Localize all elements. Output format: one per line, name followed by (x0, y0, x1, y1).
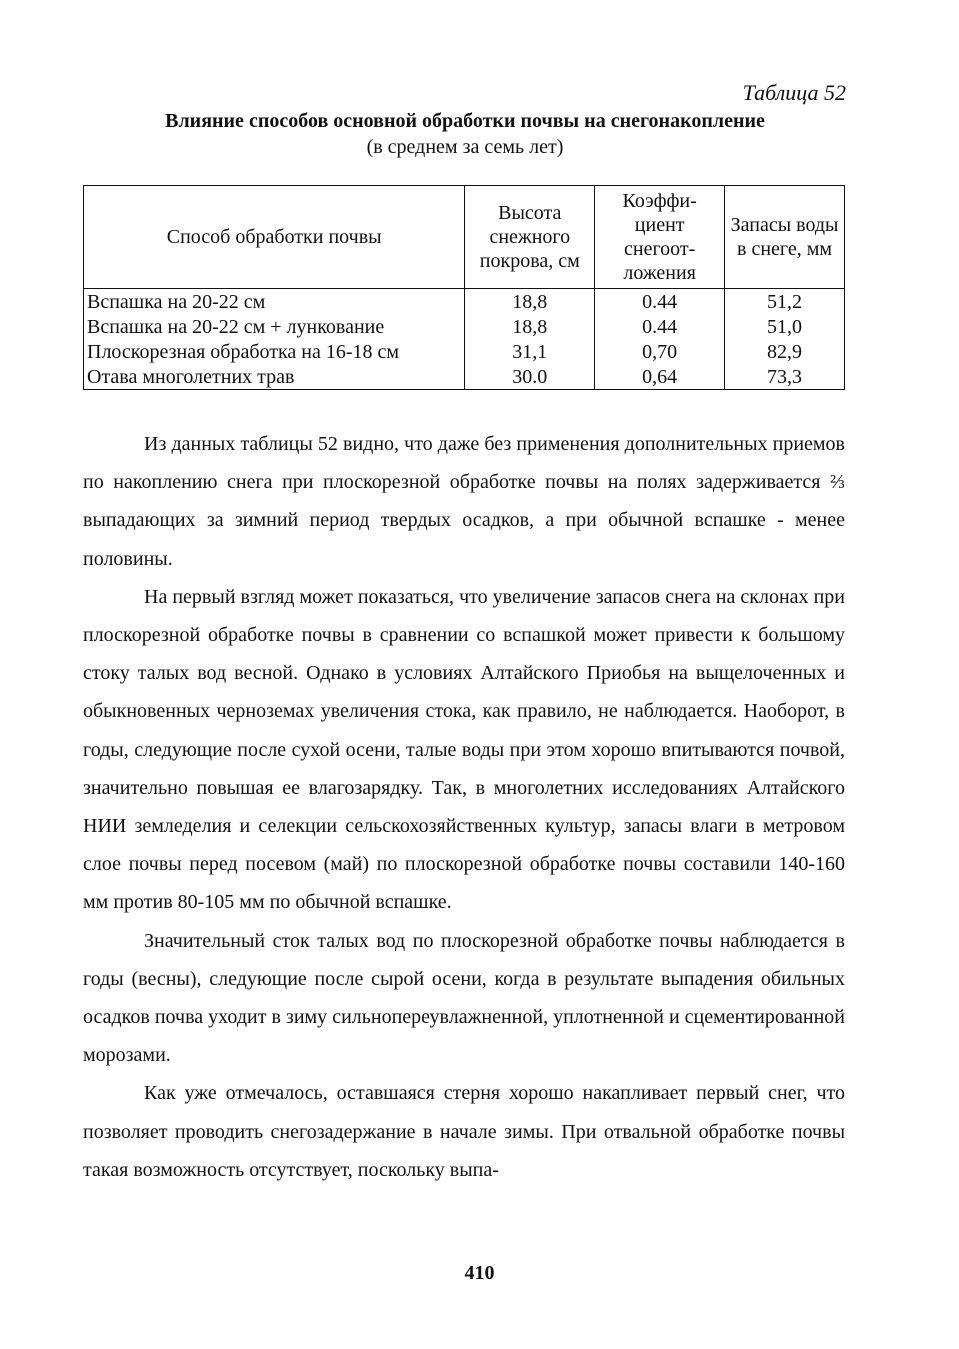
paragraph: Из данных таблицы 52 видно, что даже без применения дополнительных приемов по накоплению снега при плоскорезной обработке почвы на полях задерживается ⅔ выпадающих за зимний период твердых осадков, а при обычной вспашке - менее половины. (83, 433, 845, 570)
cell-snow-height: 18,8 (465, 289, 595, 315)
paragraph: Значительный сток талых вод по плоскорезной обработке почвы наблюдается в годы (весны), следующие после сырой осени, когда в результате выпадения обильных осадков почва уходит в зиму сильнопереувлажненной, уплотненной и сцементированной морозами. (83, 929, 845, 1067)
table-row (84, 364, 845, 390)
cell-coefficient: 0.44 (595, 289, 725, 315)
table-row (84, 314, 845, 339)
cell-coefficient: 0,64 (595, 364, 725, 390)
cell-method: Отава многолетних трав (84, 364, 465, 390)
cell-method: Вспашка на 20-22 см (84, 289, 465, 315)
header-water-reserve: Запасы воды в снеге, мм (725, 186, 845, 289)
cell-snow-height: 30.0 (465, 364, 595, 390)
header-coefficient: Коэффи- циент снегоот- ложения (595, 186, 725, 289)
header-snow-height: Высота снежного покрова, см (465, 186, 595, 289)
table-row (84, 289, 845, 315)
cell-coefficient: 0,70 (595, 339, 725, 364)
paragraph: Как уже отмечалось, оставшаяся стерня хорошо накапливает первый снег, что позволяет проводить снегозадержание в начале зимы. При отвальной обработке почвы такая возможность отсутствует, поскольку выпа- (83, 1082, 845, 1181)
cell-water-reserve: 73,3 (725, 364, 845, 390)
table-title: Влияние способов основной обработки почвы на снегонакопление (165, 110, 765, 132)
table-subtitle: (в среднем за семь лет) (366, 136, 564, 158)
body-text (83, 425, 845, 1189)
cell-coefficient: 0.44 (595, 314, 725, 339)
cell-water-reserve: 82,9 (725, 339, 845, 364)
table-row (84, 339, 845, 364)
snow-accumulation-table (83, 185, 845, 390)
table-number-label: Таблица 52 (742, 80, 846, 105)
cell-snow-height: 31,1 (465, 339, 595, 364)
cell-method: Плоскорезная обработка на 16-18 см (84, 339, 465, 364)
header-method: Способ обработки почвы (84, 186, 465, 289)
cell-snow-height: 18,8 (465, 314, 595, 339)
table-header-row (84, 186, 845, 289)
cell-method: Вспашка на 20-22 см + лункование (84, 314, 465, 339)
paragraph: На первый взгляд может показаться, что увеличение запасов снега на склонах при плоскорезной обработке почвы в сравнении со вспашкой может привести к большому стоку талых вод весной. Однако в условиях Алтайского Приобья на выщелоченных и обыкновенных черноземах увеличения стока, как правило, не наблюдается. Наоборот, в годы, следующие после сухой осени, талые воды при этом хорошо впитываются почвой, значительно повышая ее влагозарядку. Так, в многолетних исследованиях Алтайского НИИ земледелия и селекции сельскохозяйственных культур, запасы влаги в метровом слое почвы перед посевом (май) по плоскорезной обработке почвы составили 140-160 мм против 80-105 мм по обычной вспашке. (83, 585, 845, 914)
page-number: 410 (464, 1262, 495, 1284)
cell-water-reserve: 51,0 (725, 314, 845, 339)
cell-water-reserve: 51,2 (725, 289, 845, 315)
